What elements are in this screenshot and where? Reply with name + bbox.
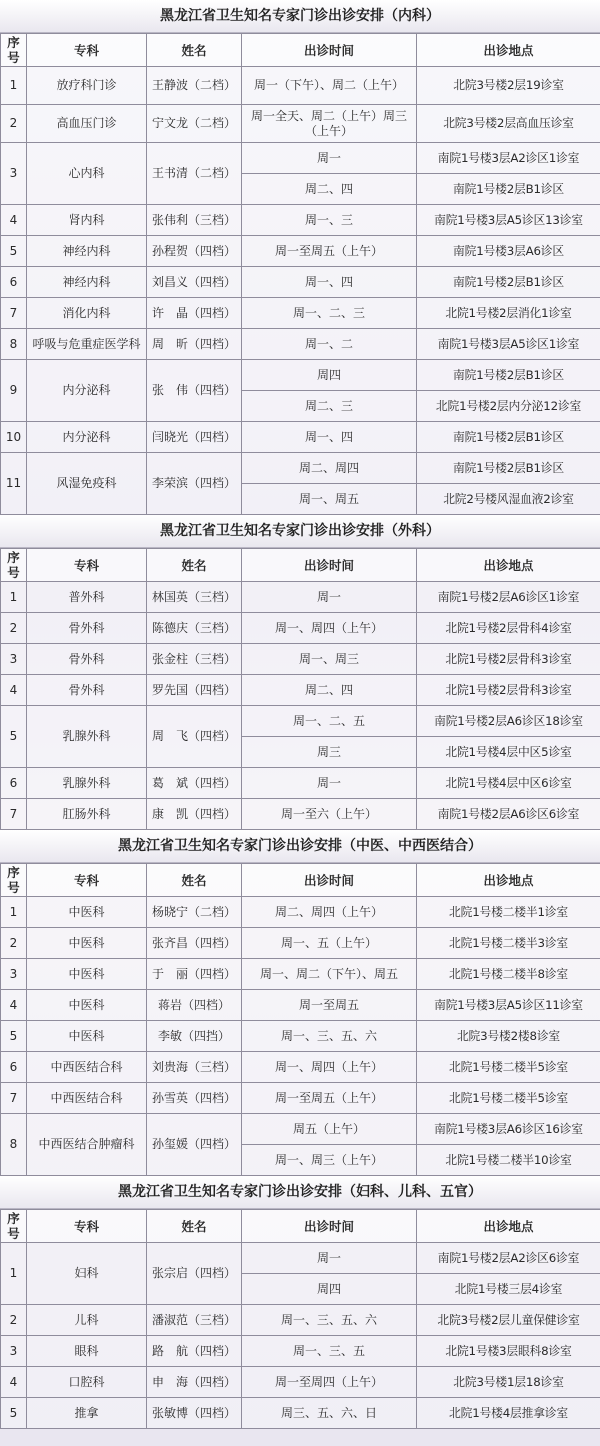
- clinic-time-cell: 周四: [242, 1274, 417, 1305]
- clinic-location-cell: 南院1号楼2层A2诊区6诊室: [417, 1243, 600, 1274]
- row-number: 11: [1, 453, 27, 515]
- clinic-location-cell: 北院1号楼二楼半3诊室: [417, 928, 600, 959]
- specialty-cell: 中医科: [27, 990, 147, 1021]
- doctor-name-cell: 孙玺媛（四档）: [147, 1114, 242, 1176]
- row-number: 5: [1, 1398, 27, 1429]
- table-row: [1, 613, 600, 644]
- clinic-time-cell: 周一、三: [242, 205, 417, 236]
- table-row: [1, 1114, 600, 1145]
- clinic-location-cell: 南院1号楼3层A2诊区1诊室: [417, 143, 600, 174]
- specialty-cell: 中医科: [27, 928, 147, 959]
- table-row: [1, 1021, 600, 1052]
- table-row: [1, 143, 600, 174]
- clinic-time-cell: 周一、二: [242, 329, 417, 360]
- row-number: 2: [1, 928, 27, 959]
- clinic-time-cell: 周三: [242, 737, 417, 768]
- clinic-location-cell: 北院3号楼2层19诊室: [417, 67, 600, 105]
- doctor-name-cell: 张敏博（四档）: [147, 1398, 242, 1429]
- clinic-location-cell: 北院1号楼2层内分泌12诊室: [417, 391, 600, 422]
- specialty-cell: 中西医结合肿瘤科: [27, 1114, 147, 1176]
- specialty-cell: 普外科: [27, 582, 147, 613]
- clinic-location-cell: 南院1号楼3层A6诊区16诊室: [417, 1114, 600, 1145]
- specialty-cell: 乳腺外科: [27, 768, 147, 799]
- clinic-location-cell: 南院1号楼2层A6诊区18诊室: [417, 706, 600, 737]
- clinic-time-cell: 周一、二、三: [242, 298, 417, 329]
- clinic-location-cell: 北院1号楼2层骨科4诊室: [417, 613, 600, 644]
- table-row: [1, 267, 600, 298]
- doctor-name-cell: 张 伟（四档）: [147, 360, 242, 422]
- specialty-cell: 中医科: [27, 1021, 147, 1052]
- clinic-time-cell: 周一: [242, 1243, 417, 1274]
- table-row: [1, 1052, 600, 1083]
- specialty-cell: 神经内科: [27, 236, 147, 267]
- header-row: [1, 549, 600, 582]
- row-number: 1: [1, 897, 27, 928]
- specialty-cell: 风湿免疫科: [27, 453, 147, 515]
- doctor-name-cell: 张齐昌（四档）: [147, 928, 242, 959]
- table-row: [1, 1367, 600, 1398]
- row-number: 6: [1, 267, 27, 298]
- clinic-location-cell: 南院1号楼2层B1诊区: [417, 267, 600, 298]
- specialty-cell: 高血压门诊: [27, 105, 147, 143]
- header-time: 出诊时间: [242, 34, 417, 67]
- clinic-time-cell: 周一、周五: [242, 484, 417, 515]
- specialty-cell: 骨外科: [27, 644, 147, 675]
- clinic-time-cell: 周一、三、五、六: [242, 1305, 417, 1336]
- specialty-cell: 乳腺外科: [27, 706, 147, 768]
- clinic-time-cell: 周四: [242, 360, 417, 391]
- clinic-location-cell: 南院1号楼2层B1诊区: [417, 453, 600, 484]
- clinic-location-cell: 南院1号楼3层A5诊区1诊室: [417, 329, 600, 360]
- clinic-time-cell: 周一、周四（上午）: [242, 1052, 417, 1083]
- doctor-name-cell: 康 凯（四档）: [147, 799, 242, 830]
- clinic-location-cell: 北院1号楼二楼半5诊室: [417, 1052, 600, 1083]
- table-row: [1, 706, 600, 737]
- row-number: 5: [1, 1021, 27, 1052]
- header-name: 姓名: [147, 864, 242, 897]
- header-location: 出诊地点: [417, 864, 600, 897]
- row-number: 10: [1, 422, 27, 453]
- clinic-location-cell: 北院1号楼2层骨科3诊室: [417, 675, 600, 706]
- header-specialty: 专科: [27, 864, 147, 897]
- clinic-time-cell: 周一、周二（下午）、周五: [242, 959, 417, 990]
- table-row: [1, 1305, 600, 1336]
- header-location: 出诊地点: [417, 549, 600, 582]
- clinic-location-cell: 北院1号楼二楼半5诊室: [417, 1083, 600, 1114]
- row-number: 8: [1, 329, 27, 360]
- doctor-name-cell: 张宗启（四档）: [147, 1243, 242, 1305]
- specialty-cell: 推拿: [27, 1398, 147, 1429]
- clinic-time-cell: 周二、周四（上午）: [242, 897, 417, 928]
- header-specialty: 专科: [27, 1210, 147, 1243]
- clinic-location-cell: 北院1号楼二楼半8诊室: [417, 959, 600, 990]
- doctor-name-cell: 张金柱（三档）: [147, 644, 242, 675]
- row-number: 1: [1, 582, 27, 613]
- table-row: [1, 644, 600, 675]
- row-number: 1: [1, 67, 27, 105]
- row-number: 7: [1, 298, 27, 329]
- doctor-name-cell: 王静波（二档）: [147, 67, 242, 105]
- clinic-time-cell: 周一、周三（上午）: [242, 1145, 417, 1176]
- clinic-location-cell: 北院1号楼三层4诊室: [417, 1274, 600, 1305]
- clinic-location-cell: 北院1号楼二楼半10诊室: [417, 1145, 600, 1176]
- doctor-name-cell: 杨晓宁（二档）: [147, 897, 242, 928]
- specialty-cell: 心内科: [27, 143, 147, 205]
- clinic-location-cell: 南院1号楼2层A6诊区1诊室: [417, 582, 600, 613]
- specialty-cell: 内分泌科: [27, 422, 147, 453]
- row-number: 3: [1, 1336, 27, 1367]
- doctor-name-cell: 申 海（四档）: [147, 1367, 242, 1398]
- specialty-cell: 骨外科: [27, 675, 147, 706]
- section-title: 黑龙江省卫生知名专家门诊出诊安排（外科）: [0, 515, 600, 548]
- row-number: 4: [1, 1367, 27, 1398]
- specialty-cell: 妇科: [27, 1243, 147, 1305]
- header-no: 序号: [1, 864, 27, 897]
- schedule-table: [0, 1209, 600, 1429]
- clinic-location-cell: 南院1号楼3层A5诊区11诊室: [417, 990, 600, 1021]
- table-row: [1, 105, 600, 143]
- header-time: 出诊时间: [242, 549, 417, 582]
- doctor-name-cell: 陈德庆（三档）: [147, 613, 242, 644]
- row-number: 9: [1, 360, 27, 422]
- table-row: [1, 329, 600, 360]
- clinic-location-cell: 南院1号楼3层A6诊区: [417, 236, 600, 267]
- table-row: [1, 990, 600, 1021]
- clinic-time-cell: 周一全天、周二（上午）周三（上午）: [242, 105, 417, 143]
- header-location: 出诊地点: [417, 34, 600, 67]
- clinic-time-cell: 周一至周五: [242, 990, 417, 1021]
- clinic-time-cell: 周一、三、五: [242, 1336, 417, 1367]
- doctor-name-cell: 周 昕（四档）: [147, 329, 242, 360]
- table-row: [1, 360, 600, 391]
- table-row: [1, 236, 600, 267]
- clinic-time-cell: 周二、四: [242, 174, 417, 205]
- doctor-name-cell: 刘贵海（三档）: [147, 1052, 242, 1083]
- schedule-table: [0, 863, 600, 1176]
- doctor-name-cell: 李荣滨（四档）: [147, 453, 242, 515]
- doctor-name-cell: 宁文龙（二档）: [147, 105, 242, 143]
- clinic-location-cell: 北院1号楼4层推拿诊室: [417, 1398, 600, 1429]
- clinic-location-cell: 南院1号楼2层A6诊区6诊室: [417, 799, 600, 830]
- header-row: [1, 1210, 600, 1243]
- clinic-time-cell: 周三、五、六、日: [242, 1398, 417, 1429]
- table-row: [1, 422, 600, 453]
- row-number: 5: [1, 706, 27, 768]
- specialty-cell: 中医科: [27, 959, 147, 990]
- table-row: [1, 1083, 600, 1114]
- doctor-name-cell: 葛 斌（四档）: [147, 768, 242, 799]
- clinic-location-cell: 北院1号楼4层中区6诊室: [417, 768, 600, 799]
- specialty-cell: 放疗科门诊: [27, 67, 147, 105]
- row-number: 4: [1, 990, 27, 1021]
- row-number: 6: [1, 1052, 27, 1083]
- clinic-time-cell: 周一、二、五: [242, 706, 417, 737]
- doctor-name-cell: 刘昌义（四档）: [147, 267, 242, 298]
- header-specialty: 专科: [27, 34, 147, 67]
- specialty-cell: 中医科: [27, 897, 147, 928]
- clinic-location-cell: 北院1号楼2层骨科3诊室: [417, 644, 600, 675]
- clinic-time-cell: 周一至周五（上午）: [242, 236, 417, 267]
- table-row: [1, 928, 600, 959]
- section-title: 黑龙江省卫生知名专家门诊出诊安排（中医、中西医结合）: [0, 830, 600, 863]
- doctor-name-cell: 路 航（四档）: [147, 1336, 242, 1367]
- specialty-cell: 中西医结合科: [27, 1083, 147, 1114]
- table-row: [1, 1336, 600, 1367]
- specialty-cell: 儿科: [27, 1305, 147, 1336]
- clinic-location-cell: 南院1号楼2层B1诊区: [417, 422, 600, 453]
- doctor-name-cell: 林国英（三档）: [147, 582, 242, 613]
- clinic-time-cell: 周一至六（上午）: [242, 799, 417, 830]
- section-title: 黑龙江省卫生知名专家门诊出诊安排（妇科、儿科、五官）: [0, 1176, 600, 1209]
- clinic-time-cell: 周二、周四: [242, 453, 417, 484]
- section-title: 黑龙江省卫生知名专家门诊出诊安排（内科）: [0, 0, 600, 33]
- clinic-location-cell: 南院1号楼3层A5诊区13诊室: [417, 205, 600, 236]
- clinic-location-cell: 北院3号楼2楼8诊室: [417, 1021, 600, 1052]
- header-time: 出诊时间: [242, 864, 417, 897]
- clinic-time-cell: 周一、周四（上午）: [242, 613, 417, 644]
- table-row: [1, 959, 600, 990]
- row-number: 7: [1, 799, 27, 830]
- schedule-table: [0, 548, 600, 830]
- table-row: [1, 453, 600, 484]
- header-name: 姓名: [147, 34, 242, 67]
- clinic-location-cell: 北院1号楼二楼半1诊室: [417, 897, 600, 928]
- clinic-time-cell: 周一（下午）、周二（上午）: [242, 67, 417, 105]
- clinic-time-cell: 周一至周四（上午）: [242, 1367, 417, 1398]
- table-row: [1, 582, 600, 613]
- doctor-name-cell: 周 飞（四档）: [147, 706, 242, 768]
- clinic-time-cell: 周二、四: [242, 675, 417, 706]
- doctor-name-cell: 潘淑范（三档）: [147, 1305, 242, 1336]
- doctor-name-cell: 于 丽（四档）: [147, 959, 242, 990]
- schedule-table: [0, 33, 600, 515]
- header-name: 姓名: [147, 549, 242, 582]
- specialty-cell: 口腔科: [27, 1367, 147, 1398]
- table-row: [1, 298, 600, 329]
- table-row: [1, 799, 600, 830]
- clinic-location-cell: 北院3号楼1层18诊室: [417, 1367, 600, 1398]
- clinic-location-cell: 南院1号楼2层B1诊区: [417, 174, 600, 205]
- row-number: 1: [1, 1243, 27, 1305]
- clinic-location-cell: 北院1号楼3层眼科8诊室: [417, 1336, 600, 1367]
- clinic-time-cell: 周一: [242, 768, 417, 799]
- clinic-time-cell: 周一、四: [242, 267, 417, 298]
- doctor-name-cell: 李敏（四挡）: [147, 1021, 242, 1052]
- header-no: 序号: [1, 34, 27, 67]
- doctor-name-cell: 闫晓光（四档）: [147, 422, 242, 453]
- specialty-cell: 肾内科: [27, 205, 147, 236]
- table-row: [1, 768, 600, 799]
- clinic-time-cell: 周一: [242, 143, 417, 174]
- row-number: 7: [1, 1083, 27, 1114]
- clinic-time-cell: 周一、周三: [242, 644, 417, 675]
- clinic-time-cell: 周二、三: [242, 391, 417, 422]
- table-row: [1, 675, 600, 706]
- clinic-location-cell: 南院1号楼2层B1诊区: [417, 360, 600, 391]
- doctor-name-cell: 张伟利（三档）: [147, 205, 242, 236]
- table-row: [1, 1243, 600, 1274]
- table-row: [1, 897, 600, 928]
- specialty-cell: 神经内科: [27, 267, 147, 298]
- specialty-cell: 消化内科: [27, 298, 147, 329]
- clinic-time-cell: 周一至周五（上午）: [242, 1083, 417, 1114]
- header-row: [1, 34, 600, 67]
- clinic-location-cell: 北院1号楼4层中区5诊室: [417, 737, 600, 768]
- clinic-time-cell: 周一、五（上午）: [242, 928, 417, 959]
- clinic-location-cell: 北院3号楼2层高血压诊室: [417, 105, 600, 143]
- clinic-time-cell: 周一、三、五、六: [242, 1021, 417, 1052]
- doctor-name-cell: 孙雪英（四档）: [147, 1083, 242, 1114]
- header-name: 姓名: [147, 1210, 242, 1243]
- specialty-cell: 肛肠外科: [27, 799, 147, 830]
- row-number: 8: [1, 1114, 27, 1176]
- row-number: 2: [1, 1305, 27, 1336]
- doctor-name-cell: 王书清（二档）: [147, 143, 242, 205]
- header-time: 出诊时间: [242, 1210, 417, 1243]
- clinic-location-cell: 北院2号楼风湿血液2诊室: [417, 484, 600, 515]
- row-number: 4: [1, 675, 27, 706]
- row-number: 2: [1, 105, 27, 143]
- clinic-location-cell: 北院1号楼2层消化1诊室: [417, 298, 600, 329]
- row-number: 5: [1, 236, 27, 267]
- clinic-time-cell: 周一、四: [242, 422, 417, 453]
- row-number: 3: [1, 143, 27, 205]
- specialty-cell: 呼吸与危重症医学科: [27, 329, 147, 360]
- table-row: [1, 205, 600, 236]
- header-row: [1, 864, 600, 897]
- doctor-name-cell: 孙程贺（四档）: [147, 236, 242, 267]
- doctor-name-cell: 蒋岩（四档）: [147, 990, 242, 1021]
- row-number: 3: [1, 959, 27, 990]
- header-specialty: 专科: [27, 549, 147, 582]
- row-number: 2: [1, 613, 27, 644]
- doctor-name-cell: 罗先国（四档）: [147, 675, 242, 706]
- table-row: [1, 1398, 600, 1429]
- header-no: 序号: [1, 549, 27, 582]
- row-number: 3: [1, 644, 27, 675]
- specialty-cell: 中西医结合科: [27, 1052, 147, 1083]
- specialty-cell: 骨外科: [27, 613, 147, 644]
- table-row: [1, 67, 600, 105]
- clinic-location-cell: 北院3号楼2层儿童保健诊室: [417, 1305, 600, 1336]
- header-location: 出诊地点: [417, 1210, 600, 1243]
- clinic-time-cell: 周五（上午）: [242, 1114, 417, 1145]
- specialty-cell: 眼科: [27, 1336, 147, 1367]
- doctor-name-cell: 许 晶（四档）: [147, 298, 242, 329]
- clinic-time-cell: 周一: [242, 582, 417, 613]
- header-no: 序号: [1, 1210, 27, 1243]
- specialty-cell: 内分泌科: [27, 360, 147, 422]
- row-number: 4: [1, 205, 27, 236]
- row-number: 6: [1, 768, 27, 799]
